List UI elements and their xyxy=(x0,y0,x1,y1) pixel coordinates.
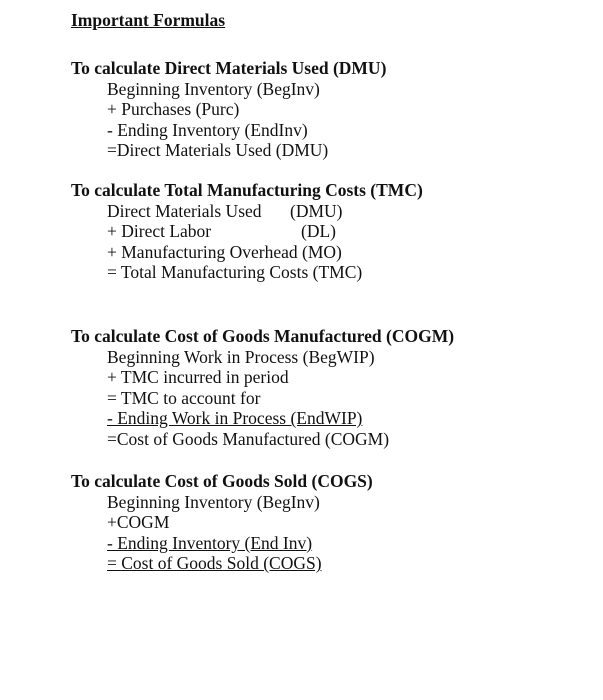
formula-label: + Direct Labor xyxy=(107,221,212,242)
cogm-heading: To calculate Cost of Goods Manufactured (COGM) xyxy=(71,326,455,346)
cogs-section xyxy=(71,471,373,574)
cogm-section xyxy=(71,326,454,450)
formula-text: - Ending Work in Process (EndWIP) xyxy=(107,408,363,429)
formula-line: Beginning Inventory (BegInv) xyxy=(107,78,320,99)
formula-line xyxy=(71,553,373,574)
formula-line xyxy=(71,221,423,242)
formula-line xyxy=(71,201,423,222)
formula-label: Direct Materials Used xyxy=(107,200,262,221)
formula-line xyxy=(71,533,373,554)
formula-line: + TMC incurred in period xyxy=(107,367,289,388)
dmu-section xyxy=(71,58,386,161)
formula-line: = TMC to account for xyxy=(107,387,261,408)
formula-line: - Ending Inventory (EndInv) xyxy=(107,119,308,140)
page-title: Important Formulas xyxy=(71,10,226,30)
formula-line: Beginning Work in Process (BegWIP) xyxy=(107,346,375,367)
formula-line: =Direct Materials Used (DMU) xyxy=(107,140,329,161)
formula-line: + Manufacturing Overhead (MO) xyxy=(107,241,342,262)
formula-line xyxy=(71,408,454,429)
tmc-section xyxy=(71,180,423,283)
formula-text: - Ending Inventory (End Inv) xyxy=(107,532,313,553)
formula-text: = Cost of Goods Sold (COGS) xyxy=(107,553,322,574)
cogs-heading: To calculate Cost of Goods Sold (COGS) xyxy=(71,471,373,491)
formula-line: Beginning Inventory (BegInv) xyxy=(107,491,320,512)
formula-line: +COGM xyxy=(107,512,170,533)
tmc-heading: To calculate Total Manufacturing Costs (TMC) xyxy=(71,180,423,200)
formula-abbr: (DMU) xyxy=(290,200,343,221)
formula-line: + Purchases (Purc) xyxy=(107,99,240,120)
formula-line: = Total Manufacturing Costs (TMC) xyxy=(107,262,363,283)
formula-line: =Cost of Goods Manufactured (COGM) xyxy=(107,428,390,449)
formula-abbr: (DL) xyxy=(301,221,336,242)
dmu-heading: To calculate Direct Materials Used (DMU) xyxy=(71,58,387,78)
